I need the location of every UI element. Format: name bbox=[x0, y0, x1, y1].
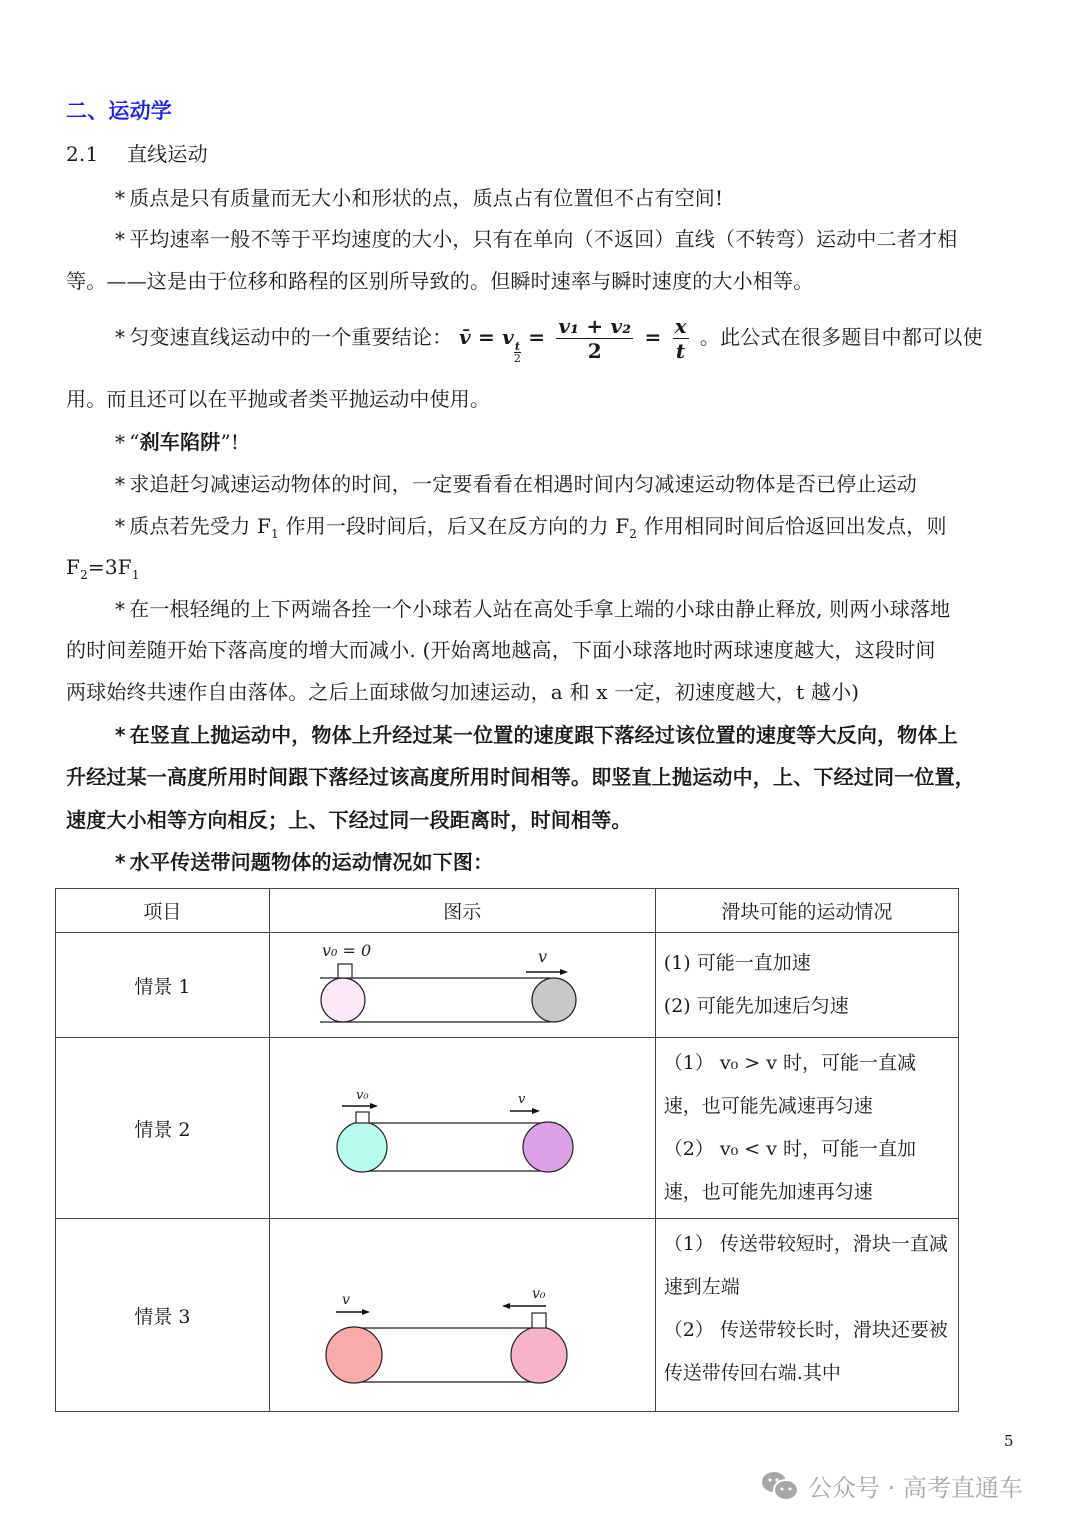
svg-text:v: v bbox=[517, 1092, 526, 1107]
paragraph-vertical-throw-line1: * 在竖直上抛运动中，物体上升经过某一位置的速度跟下落经过该位置的速度等大反向，物体上 bbox=[115, 723, 958, 747]
bullet-star: * bbox=[115, 514, 126, 538]
table-row bbox=[56, 933, 959, 1038]
bullet-star: * bbox=[115, 472, 126, 496]
diagram-cell bbox=[269, 933, 655, 1038]
slider-block bbox=[532, 1313, 546, 1328]
scenario-label: 情景 2 bbox=[56, 1038, 270, 1219]
arrow-right-icon bbox=[532, 1108, 540, 1114]
scenario-label: 情景 3 bbox=[56, 1219, 270, 1412]
conveyor-diagram-3 bbox=[270, 1220, 655, 1411]
watermark-text: 公众号 · 高考直通车 bbox=[808, 1474, 1023, 1502]
paragraph-conveyor-intro: * 水平传送带问题物体的运动情况如下图： bbox=[115, 850, 494, 874]
svg-text:v: v bbox=[341, 1291, 350, 1308]
paragraph-chase: * 求追赶匀减速运动物体的时间，一定要看看在相遇时间内匀减速运动物体是否已停止运动 bbox=[115, 472, 918, 496]
paragraph-brake-trap: * “刹车陷阱”! bbox=[115, 430, 240, 454]
arrow-right-icon bbox=[370, 1103, 378, 1109]
diagram-cell bbox=[269, 1038, 655, 1219]
paragraph-point-mass: * 质点是只有质量而无大小和形状的点，质点占有位置但不占有空间! bbox=[115, 186, 724, 210]
svg-text:v₀: v₀ bbox=[531, 1285, 546, 1302]
header-item: 项目 bbox=[56, 889, 270, 933]
paragraph-force-line1: * 质点若先受力 $F_1$ 作用一段时间后，后又在反方向的力 $F_2$ 作用相同时间后恰返回出发点，则 bbox=[115, 514, 947, 541]
subheading bbox=[66, 140, 208, 168]
subheading-title: 直线运动 bbox=[126, 142, 208, 166]
motion-cell: (1) 可能一直加速 (2) 可能先加速后匀速 bbox=[655, 933, 958, 1038]
right-pulley bbox=[532, 978, 576, 1022]
slider-block bbox=[356, 1112, 369, 1123]
bullet-star: * bbox=[115, 597, 126, 621]
motion-cell: （1） v₀ > v 时，可能一直减速，也可能先减速再匀速 （2） v₀ < v 时，可能一直加速，也可能先加速再匀速 bbox=[655, 1038, 958, 1219]
header-motion: 滑块可能的运动情况 bbox=[655, 889, 958, 933]
section-heading: 二、运动学 bbox=[66, 99, 172, 123]
slider-block bbox=[338, 964, 352, 978]
paragraph-force-line2: $F_2=3F_1$ bbox=[66, 555, 140, 582]
paragraph-vertical-throw-line2: 升经过某一高度所用时间跟下落经过该高度所用时间相等。即竖直上抛运动中，上、下经过同一位置， bbox=[66, 765, 975, 789]
table-row bbox=[56, 1219, 959, 1412]
left-pulley bbox=[337, 1122, 387, 1172]
left-pulley bbox=[326, 1327, 382, 1383]
paragraph-avg-speed-line1: * 平均速率一般不等于平均速度的大小，只有在单向（不返回）直线（不转弯）运动中二者才相 bbox=[115, 227, 958, 251]
wechat-icon bbox=[760, 1469, 800, 1503]
bullet-star: * bbox=[115, 723, 126, 747]
paragraph-rope-line2: 的时间差随开始下落高度的增大而减小. (开始离地越高，下面小球落地时两球速度越大，这段时间 bbox=[66, 638, 936, 662]
paragraph-rope-line3: 两球始终共速作自由落体。之后上面球做匀加速运动，a 和 x 一定，初速度越大，t 越小) bbox=[66, 680, 860, 704]
left-pulley bbox=[321, 978, 365, 1022]
bullet-star: * bbox=[115, 186, 126, 210]
svg-text:v₀ = 0: v₀ = 0 bbox=[321, 940, 371, 960]
diagram-cell bbox=[269, 1219, 655, 1412]
bullet-star: * bbox=[115, 325, 126, 349]
right-pulley bbox=[523, 1122, 573, 1172]
bullet-star: * bbox=[115, 430, 126, 454]
bullet-star: * bbox=[115, 227, 126, 251]
header-diagram: 图示 bbox=[269, 889, 655, 933]
table-header-row bbox=[56, 889, 959, 933]
subheading-number: 2.1 bbox=[66, 142, 99, 166]
page-number: 5 bbox=[1004, 1432, 1014, 1450]
arrow-right-icon bbox=[362, 1309, 370, 1315]
paragraph-rope-line1: * 在一根轻绳的上下两端各拴一个小球若人站在高处手拿上端的小球由静止释放, 则两小球落地 bbox=[115, 597, 951, 621]
scenario-label: 情景 1 bbox=[56, 933, 270, 1038]
conveyor-diagram-1 bbox=[270, 934, 655, 1037]
paragraph-vertical-throw-line3: 速度大小相等方向相反；上、下经过同一段距离时，时间相等。 bbox=[66, 808, 632, 832]
conveyor-table bbox=[55, 888, 959, 1412]
svg-text:v: v bbox=[537, 946, 547, 966]
paragraph-formula: * 匀变速直线运动中的一个重要结论： v̄ = v $\frac{t}{2}$ = $\frac{\text{v₁ + v₂}}{2}$ = $\frac{x}{t}$ 。此公式在很多题目中都可以使 bbox=[115, 314, 983, 365]
paragraph-avg-speed-line2: 等。——这是由于位移和路程的区别所导致的。但瞬时速率与瞬时速度的大小相等。 bbox=[66, 269, 814, 293]
watermark bbox=[760, 1468, 1023, 1503]
conveyor-diagram-2 bbox=[270, 1039, 655, 1217]
table-row bbox=[56, 1038, 959, 1219]
motion-cell: （1） 传送带较短时，滑块一直减速到左端 （2） 传送带较长时，滑块还要被传送带传回右端.其中 bbox=[655, 1219, 958, 1412]
right-pulley bbox=[511, 1327, 567, 1383]
paragraph-formula-line2: 用。而且还可以在平抛或者类平抛运动中使用。 bbox=[66, 387, 491, 411]
arrow-right-icon bbox=[560, 969, 568, 975]
bullet-star: * bbox=[115, 850, 126, 874]
arrow-left-icon bbox=[502, 1303, 510, 1309]
svg-text:v₀: v₀ bbox=[355, 1088, 369, 1103]
formula: v̄ = v $\frac{t}{2}$ = $\frac{\text{v₁ + v₂}}{2}$ = $\frac{x}{t}$ bbox=[458, 314, 687, 365]
